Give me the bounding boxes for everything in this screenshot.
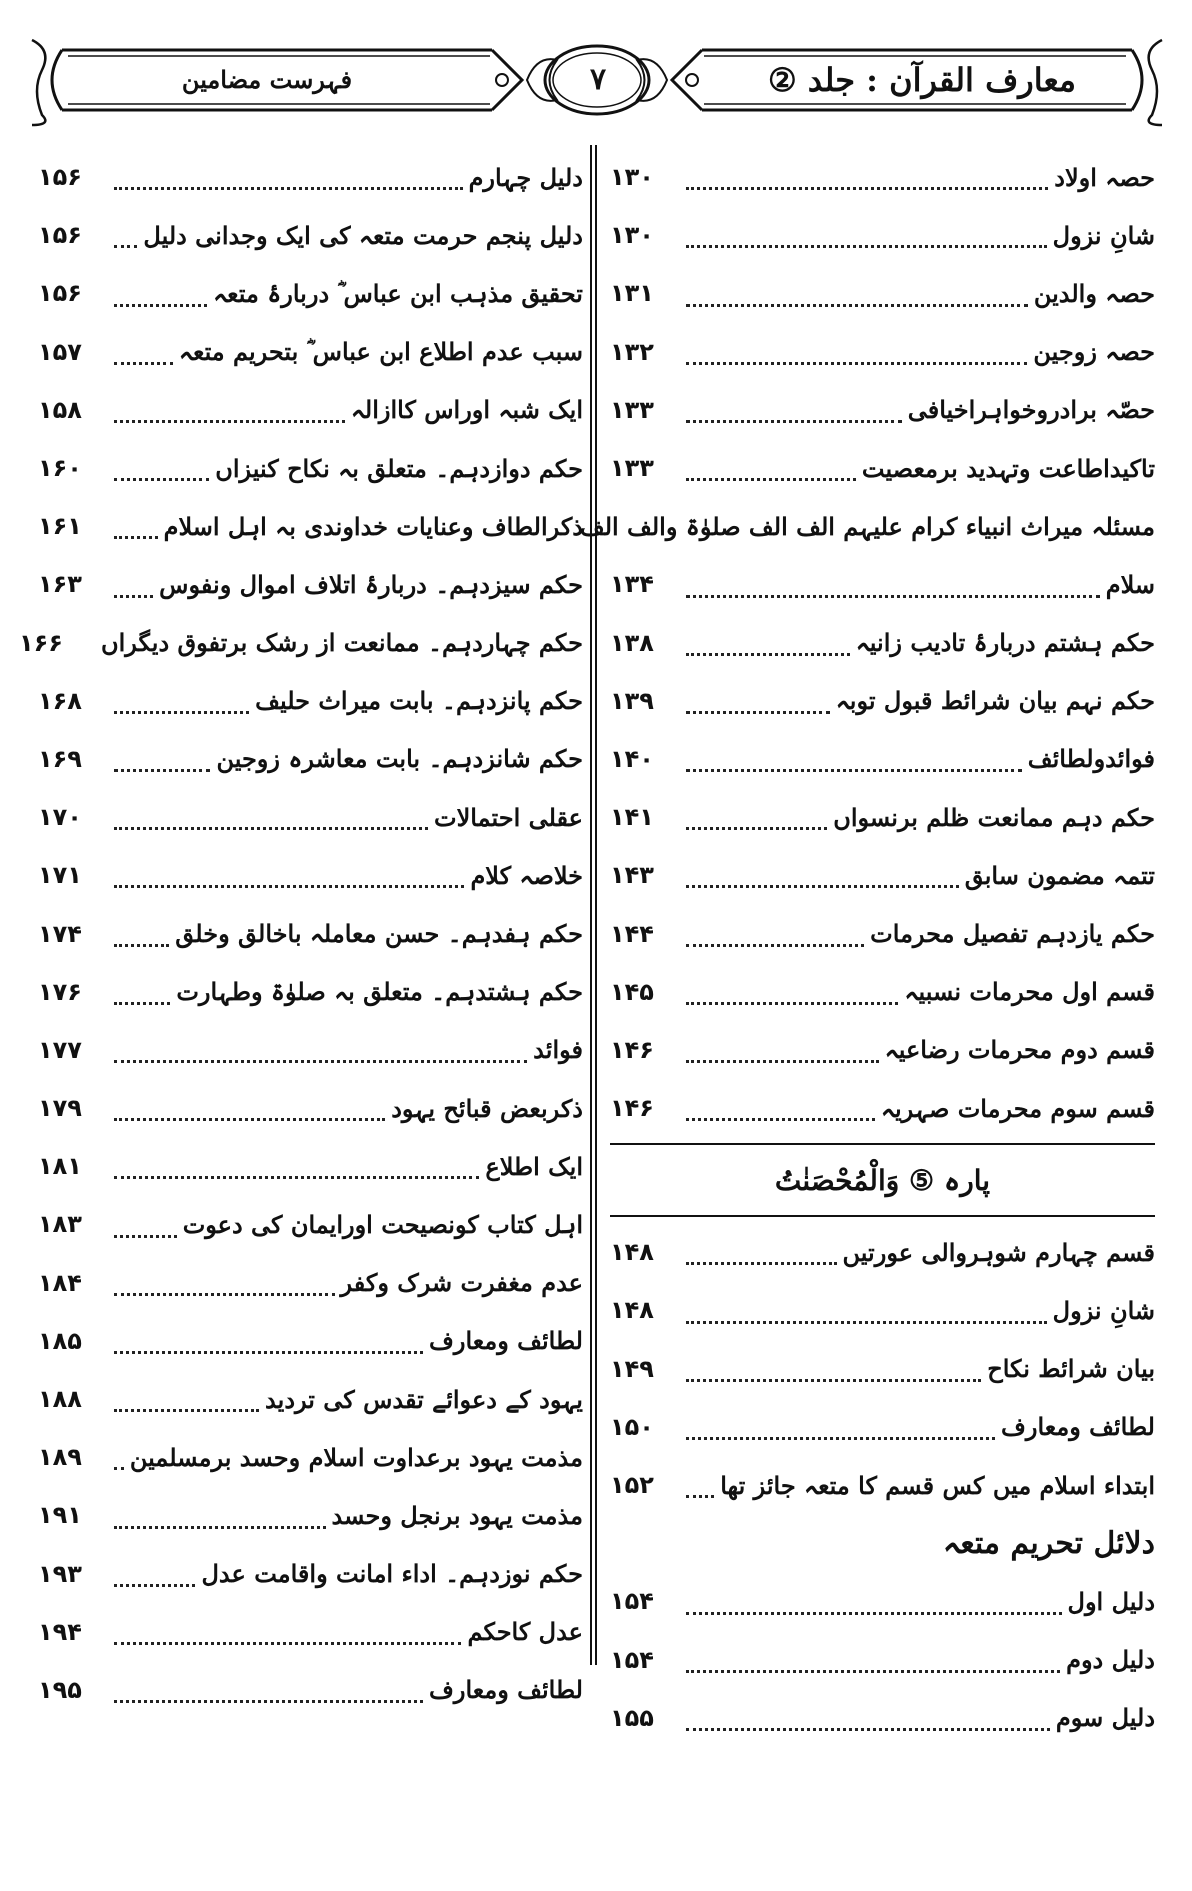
- toc-leader-dots: [686, 304, 1028, 307]
- toc-leader-dots: [114, 827, 428, 830]
- toc-entry-title: مذمت یہود برعداوت اسلام وحسد برمسلمین: [129, 1442, 583, 1472]
- toc-entry-title: عدم مغفرت شرک وکفر: [340, 1268, 583, 1298]
- toc-entry: [38, 846, 583, 904]
- toc-entry: [38, 206, 583, 264]
- toc-entry-title: سبب عدم اطلاع ابن عباس ؓ بتحریم متعہ: [178, 337, 583, 367]
- toc-entry-title: حکم شانزدہم۔ بابت معاشرہ زوجین: [216, 744, 583, 774]
- toc-entry: [610, 672, 1155, 730]
- toc-leader-dots: [686, 1002, 898, 1005]
- toc-entry: [38, 1603, 583, 1661]
- toc-leader-dots: [114, 595, 153, 598]
- toc-entry: [38, 788, 583, 846]
- toc-entry-title: قسم دوم محرمات رضاعیہ: [884, 1035, 1155, 1065]
- toc-entry-title: حصہ والدین: [1033, 278, 1155, 308]
- toc-entry-title: اہل کتاب کونصیحت اورایمان کی دعوت: [182, 1209, 583, 1239]
- page-header: [22, 30, 1172, 130]
- toc-leader-dots: [686, 1670, 1060, 1673]
- toc-entry-title: حکم ہشتدہم۔ متعلق بہ صلوٰۃ وطہارت: [176, 977, 583, 1007]
- toc-entry-title: تاکیداطاعت وتہدید برمعصیت: [861, 453, 1155, 483]
- toc-entry-title: حکم ہشتم دربارۂ تادیب زانیہ: [855, 628, 1155, 658]
- toc-leader-dots: [114, 420, 345, 423]
- toc-leader-dots: [686, 1060, 879, 1063]
- toc-entry: [610, 323, 1155, 381]
- toc-entry: [38, 264, 583, 322]
- toc-entry-page: ۱۴۶: [610, 1035, 654, 1064]
- toc-entry-title: شانِ نزول: [1052, 220, 1155, 250]
- toc-entry: [610, 439, 1155, 497]
- toc-entry-title: ایک شبہ اوراس کاازالہ: [350, 395, 583, 425]
- toc-entry-title: حکم سیزدہم۔ دربارۂ اتلاف اموال ونفوس: [159, 569, 583, 599]
- toc-entry: [38, 555, 583, 613]
- toc-entry-title: فوائد: [533, 1035, 583, 1065]
- toc-entry-page: ۱۷۴: [38, 919, 82, 948]
- toc-entry-title: حکم دہم ممانعت ظلم برنسواں: [833, 802, 1155, 832]
- toc-entry-page: ۱۹۴: [38, 1617, 82, 1646]
- toc-right-top-list: [579, 148, 1155, 1137]
- toc-entry: [610, 1689, 1155, 1747]
- toc-entry-page: ۱۳۰: [610, 163, 654, 192]
- toc-entry-title: ابتداء اسلام میں کس قسم کا متعہ جائز تھا: [720, 1470, 1155, 1500]
- toc-entry: [38, 1195, 583, 1253]
- toc-entry-page: ۱۳۲: [610, 337, 654, 366]
- toc-entry: [38, 1370, 583, 1428]
- toc-entry-page: ۱۳۱: [610, 279, 654, 308]
- toc-entry: [38, 439, 583, 497]
- toc-entry-page: ۱۴۴: [610, 919, 654, 948]
- toc-entry: [610, 381, 1155, 439]
- toc-entry-page: ۱۸۱: [38, 1152, 82, 1181]
- toc-entry: [38, 1137, 583, 1195]
- toc-entry: [610, 904, 1155, 962]
- toc-entry-page: ۱۷۷: [38, 1035, 82, 1064]
- toc-leader-dots: [114, 1642, 461, 1645]
- toc-entry-page: ۱۷۰: [38, 803, 82, 832]
- toc-leader-dots: [114, 1002, 170, 1005]
- toc-entry: [38, 672, 583, 730]
- toc-entry: [38, 1545, 583, 1603]
- toc-entry: [38, 1661, 583, 1719]
- toc-entry-title: حکم یازدہم تفصیل محرمات: [870, 919, 1155, 949]
- toc-entry-title: حکم پانزدہم۔ بابت میراث حلیف: [255, 686, 583, 716]
- toc-entry-title: دلیل پنجم حرمت متعہ کی ایک وجدانی دلیل: [143, 220, 583, 250]
- toc-entry-title: قسم اول محرمات نسبیہ: [904, 977, 1155, 1007]
- toc-entry: [38, 1428, 583, 1486]
- toc-entry-title: دلیل چہارم: [468, 162, 583, 192]
- toc-entry: [610, 148, 1155, 206]
- toc-entry-page: ۱۴۳: [610, 861, 654, 890]
- toc-entry-page: ۱۵۰: [610, 1412, 654, 1441]
- toc-entry-page: ۱۶۳: [38, 570, 82, 599]
- toc-entry-page: ۱۵۸: [38, 395, 82, 424]
- toc-leader-dots: [686, 885, 959, 888]
- toc-entry-page: ۱۸۳: [38, 1210, 82, 1239]
- toc-entry-page: ۱۴۶: [610, 1094, 654, 1123]
- toc-leader-dots: [114, 1409, 259, 1412]
- toc-entry: [610, 730, 1155, 788]
- toc-leader-dots: [686, 1612, 1062, 1615]
- toc-entry-page: ۱۴۵: [610, 977, 654, 1006]
- column-divider: [590, 145, 597, 1665]
- toc-entry-page: ۱۷۱: [38, 861, 82, 890]
- toc-entry: [610, 264, 1155, 322]
- toc-entry-title: حکم ہفدہم۔ حسن معاملہ باخالق وخلق: [175, 919, 583, 949]
- toc-leader-dots: [114, 478, 209, 481]
- toc-leader-dots: [114, 187, 463, 190]
- toc-leader-dots: [686, 245, 1047, 248]
- toc-entry-title: حصہ زوجین: [1033, 337, 1155, 367]
- toc-leader-dots: [114, 1235, 177, 1238]
- toc-entry-title: ذکرالطاف وعنایات خداوندی بہ اہل اسلام: [163, 511, 583, 541]
- toc-leader-dots: [686, 1118, 875, 1121]
- toc-entry: [610, 206, 1155, 264]
- toc-leader-dots: [114, 1700, 423, 1703]
- toc-leader-dots: [686, 1495, 714, 1498]
- toc-entry: [38, 1254, 583, 1312]
- toc-entry-page: ۱۴۰: [610, 744, 654, 773]
- toc-leader-dots: [686, 653, 850, 656]
- toc-entry: [38, 904, 583, 962]
- toc-entry-title: بیان شرائط نکاح: [987, 1354, 1155, 1384]
- toc-leader-dots: [114, 1118, 385, 1121]
- toc-entry-page: ۱۴۹: [610, 1354, 654, 1383]
- toc-leader-dots: [686, 362, 1027, 365]
- toc-entry-title: حکم دوازدہم۔ متعلق بہ نکاح کنیزاں: [215, 453, 583, 483]
- toc-entry: [38, 963, 583, 1021]
- header-book-title: معارف القرآن : جلد ②: [767, 61, 1077, 99]
- section-heading-para-5: پارہ ⑤ وَالْمُحْصَنٰتُ: [610, 1143, 1155, 1217]
- toc-leader-dots: [114, 536, 158, 539]
- toc-entry: [610, 555, 1155, 613]
- toc-leader-dots: [686, 1262, 837, 1265]
- toc-entry-page: ۱۳۴: [610, 570, 654, 599]
- toc-entry: [610, 1223, 1155, 1281]
- toc-entry-title: یہود کے دعوائے تقدس کی تردید: [265, 1384, 583, 1414]
- toc-leader-dots: [114, 1060, 527, 1063]
- toc-entry-title: تتمہ مضمون سابق: [964, 860, 1155, 890]
- toc-entry: [610, 1456, 1155, 1514]
- toc-entry-page: ۱۳۳: [610, 454, 654, 483]
- toc-entry-page: ۱۷۹: [38, 1094, 82, 1123]
- toc-leader-dots: [114, 1526, 326, 1529]
- toc-leader-dots: [686, 420, 902, 423]
- toc-leader-dots: [114, 1293, 335, 1296]
- toc-entry-title: لطائف ومعارف: [1001, 1412, 1155, 1442]
- toc-leader-dots: [686, 1379, 981, 1382]
- toc-leader-dots: [114, 1351, 423, 1354]
- toc-entry-title: فوائدولطائف: [1027, 744, 1155, 774]
- toc-entry-page: ۱۴۸: [610, 1296, 654, 1325]
- toc-entry-page: ۱۳۸: [610, 628, 654, 657]
- toc-entry-title: مذمت یہود برنجل وحسد: [331, 1500, 583, 1530]
- toc-leader-dots: [686, 944, 864, 947]
- toc-right-column: [579, 148, 1155, 1747]
- toc-entry: [610, 846, 1155, 904]
- toc-leader-dots: [114, 362, 173, 365]
- toc-entry-title: لطائف ومعارف: [429, 1326, 583, 1356]
- toc-entry-title: حصّہ برادروخواہراخیافی: [907, 395, 1155, 425]
- toc-entry-page: ۱۳۰: [610, 221, 654, 250]
- toc-entry-title: حصہ اولاد: [1054, 162, 1155, 192]
- toc-entry-page: ۱۵۶: [38, 279, 82, 308]
- toc-leader-dots: [686, 595, 1100, 598]
- toc-entry: [610, 1340, 1155, 1398]
- toc-entry: [38, 497, 583, 555]
- page-number: ۷: [589, 62, 607, 97]
- toc-entry: [18, 614, 583, 672]
- toc-leader-dots: [686, 187, 1048, 190]
- toc-entry-page: ۱۶۶: [18, 628, 63, 657]
- toc-leader-dots: [114, 1176, 479, 1179]
- toc-entry-title: خلاصہ کلام: [470, 860, 583, 890]
- toc-entry-title: لطائف ومعارف: [429, 1675, 583, 1705]
- toc-entry-page: ۱۸۴: [38, 1268, 82, 1297]
- toc-entry: [38, 1079, 583, 1137]
- toc-leader-dots: [114, 769, 210, 772]
- toc-entry-title: قسم سوم محرمات صہریہ: [880, 1093, 1155, 1123]
- toc-entry: [38, 1021, 583, 1079]
- toc-entry: [610, 1281, 1155, 1339]
- toc-leader-dots: [686, 769, 1022, 772]
- toc-leader-dots: [114, 245, 137, 248]
- toc-entry-page: ۱۶۸: [38, 686, 82, 715]
- header-section-title: فہرست مضامین: [181, 65, 353, 94]
- toc-entry-page: ۱۸۸: [38, 1385, 82, 1414]
- toc-entry-page: ۱۴۱: [610, 803, 654, 832]
- toc-entry-page: ۱۹۱: [38, 1501, 82, 1530]
- toc-entry-page: ۱۴۸: [610, 1238, 654, 1267]
- toc-leader-dots: [686, 1437, 995, 1440]
- toc-entry-title: سلام: [1105, 569, 1155, 599]
- toc-entry-page: ۱۳۳: [610, 395, 654, 424]
- toc-entry: [610, 1514, 1155, 1572]
- toc-entry: [38, 1312, 583, 1370]
- toc-entry-page: ۱۵۶: [38, 221, 82, 250]
- toc-right-bottom-list: [610, 1223, 1155, 1747]
- toc-leader-dots: [686, 711, 830, 714]
- toc-entry-title: عقلی احتمالات: [434, 802, 583, 832]
- toc-entry-title: تحقیق مذہب ابن عباس ؓ دربارۂ متعہ: [213, 278, 583, 308]
- toc-leader-dots: [114, 304, 207, 307]
- toc-entry-title: ایک اطلاع: [485, 1151, 583, 1181]
- toc-entry: [38, 1486, 583, 1544]
- toc-entry: [610, 1572, 1155, 1630]
- toc-entry-title: حکم نوزدہم۔ اداء امانت واقامت عدل: [201, 1559, 583, 1589]
- toc-entry-title: دلیل سوم: [1055, 1703, 1155, 1733]
- toc-entry-page: ۱۵۶: [38, 163, 82, 192]
- toc-entry-page: ۱۹۵: [38, 1675, 82, 1704]
- toc-entry: [610, 1631, 1155, 1689]
- toc-entry: [38, 148, 583, 206]
- toc-entry-page: ۱۸۹: [38, 1443, 82, 1472]
- toc-leader-dots: [686, 478, 856, 481]
- toc-leader-dots: [114, 1584, 195, 1587]
- toc-entry-title: عدل کاحکم: [467, 1617, 583, 1647]
- toc-entry-page: ۱۵۷: [38, 337, 82, 366]
- toc-entry-title: ذکربعض قبائح یہود: [391, 1093, 583, 1123]
- toc-entry: [610, 1021, 1155, 1079]
- toc-entry-page: ۱۵۵: [610, 1703, 654, 1732]
- toc-entry-page: ۱۷۶: [38, 977, 82, 1006]
- toc-entry: [610, 788, 1155, 846]
- toc-entry-page: ۱۶۰: [38, 454, 82, 483]
- toc-entry: [38, 730, 583, 788]
- toc-entry-page: ۱۶۹: [38, 744, 82, 773]
- toc-entry-title: حکم چہاردہم۔ ممانعت از رشک برتفوق دیگراں: [100, 628, 583, 658]
- toc-entry-page: ۱۶۱: [38, 512, 82, 541]
- toc-entry-title: قسم چہارم شوہروالی عورتیں: [842, 1237, 1155, 1267]
- toc-leader-dots: [114, 711, 249, 714]
- toc-entry-title: مسئلہ میراث انبیاء کرام علیہم الف الف صلوٰۃ والف الف: [579, 511, 1155, 541]
- toc-entry-title: شانِ نزول: [1052, 1295, 1155, 1325]
- toc-entry-page: ۱۹۳: [38, 1559, 82, 1588]
- toc-entry: [38, 381, 583, 439]
- toc-entry-page: ۱۵۲: [610, 1471, 654, 1500]
- toc-entry-page: ۱۳۹: [610, 686, 654, 715]
- toc-entry-title: حکم نہم بیان شرائط قبول توبہ: [835, 686, 1155, 716]
- toc-leader-dots: [686, 1728, 1050, 1731]
- toc-entry: [610, 614, 1155, 672]
- toc-entry-title: دلائل تحریم متعہ: [942, 1525, 1155, 1561]
- toc-leader-dots: [114, 1467, 124, 1470]
- toc-entry: [610, 1079, 1155, 1137]
- toc-entry-title: دلیل دوم: [1066, 1645, 1155, 1675]
- toc-entry: [38, 323, 583, 381]
- toc-left-list: [18, 148, 583, 1719]
- toc-left-column: [18, 148, 583, 1719]
- toc-entry-page: ۱۸۵: [38, 1326, 82, 1355]
- toc-entry: [579, 497, 1155, 555]
- toc-leader-dots: [686, 827, 827, 830]
- toc-entry-page: ۱۵۴: [610, 1587, 654, 1616]
- toc-leader-dots: [686, 1321, 1047, 1324]
- toc-entry-title: دلیل اول: [1067, 1586, 1155, 1616]
- toc-entry: [610, 963, 1155, 1021]
- toc-entry: [610, 1398, 1155, 1456]
- toc-leader-dots: [114, 885, 464, 888]
- toc-leader-dots: [114, 944, 169, 947]
- toc-entry-page: ۱۵۴: [610, 1645, 654, 1674]
